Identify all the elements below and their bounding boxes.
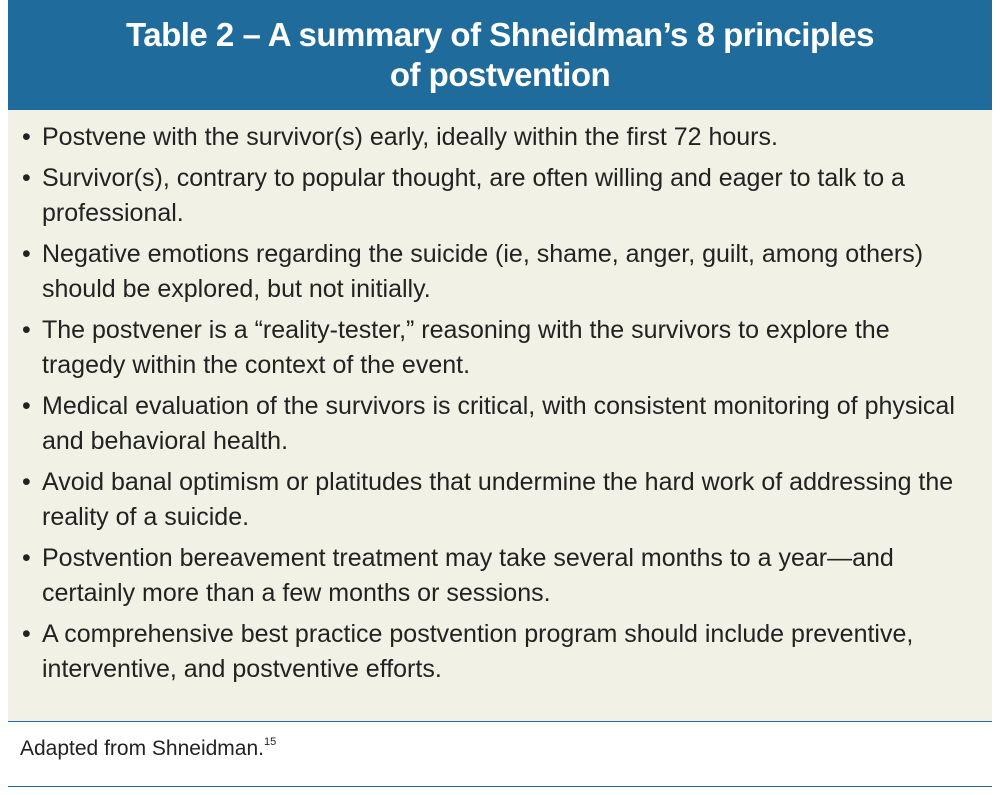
source-footnote: [20, 736, 276, 761]
footnote-text: Adapted from Shneidman.: [20, 737, 264, 760]
table-title-line-2: of postvention: [389, 56, 611, 93]
list-item: [8, 120, 992, 155]
principles-list: [8, 120, 992, 687]
list-item: [8, 389, 992, 459]
list-item-text: Medical evaluation of the survivors is critical, with consistent monitoring of physical and behavioral health.: [42, 392, 955, 455]
list-item-text: Postvention bereavement treatment may take several months to a year—and certainly more than a few months or sessions.: [42, 544, 894, 607]
list-item: [8, 313, 992, 383]
bottom-divider: [8, 786, 992, 787]
bullet-icon: •: [22, 544, 31, 572]
bullet-icon: •: [22, 316, 31, 344]
list-item: [8, 465, 992, 535]
list-item-text: Postvene with the survivor(s) early, ideally within the first 72 hours.: [42, 123, 778, 151]
bullet-icon: •: [22, 468, 31, 496]
list-item-text: Survivor(s), contrary to popular thought, are often willing and eager to talk to a professional.: [42, 164, 905, 227]
summary-table: [8, 0, 992, 722]
list-item: [8, 541, 992, 611]
list-item-text: A comprehensive best practice postvention program should include preventive, interventive, and postventive efforts.: [42, 620, 914, 683]
bullet-icon: •: [22, 620, 31, 648]
bullet-icon: •: [22, 123, 31, 151]
list-item: [8, 161, 992, 231]
footnote-reference: 15: [263, 736, 277, 748]
table-header: [8, 0, 992, 110]
bullet-icon: •: [22, 240, 31, 268]
list-item-text: Negative emotions regarding the suicide (ie, shame, anger, guilt, among others) should be explored, but not initially.: [42, 240, 924, 303]
list-item-text: The postvener is a “reality-tester,” reasoning with the survivors to explore the tragedy within the context of the event.: [42, 316, 890, 379]
list-item: [8, 617, 992, 687]
bullet-icon: •: [22, 164, 31, 192]
list-item-text: Avoid banal optimism or platitudes that undermine the hard work of addressing the reality of a suicide.: [42, 468, 954, 531]
list-item: [8, 237, 992, 307]
table-title-line-1: Table 2 – A summary of Shneidman’s 8 principles: [126, 16, 874, 53]
table-body: [8, 110, 992, 722]
bullet-icon: •: [22, 392, 31, 420]
